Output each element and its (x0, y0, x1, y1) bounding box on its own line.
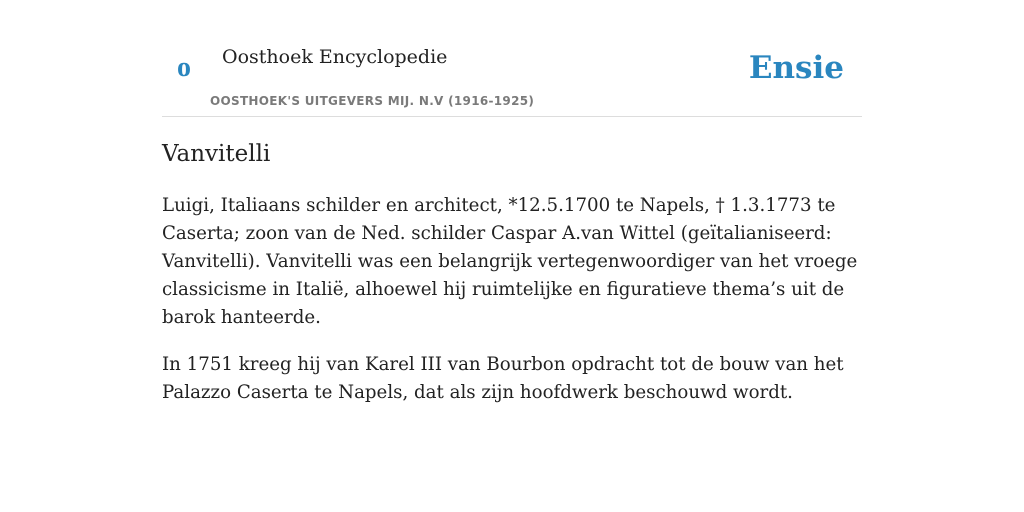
entry-title: Vanvitelli (162, 141, 271, 167)
source-logo-icon[interactable]: o (177, 52, 191, 83)
entry-paragraph: In 1751 kreeg hij van Karel III van Bourbon opdracht tot de bouw van het Palazzo Caserta te Napels, dat als zijn hoofdwerk beschouwd wordt. (162, 354, 844, 403)
ensie-logo-link[interactable]: Ensie (748, 50, 844, 86)
source-header (162, 0, 862, 117)
page (162, 0, 862, 407)
source-title-link[interactable]: Oosthoek Encyclopedie (222, 46, 448, 68)
source-subtitle: OOSTHOEK'S UITGEVERS MIJ. N.V (1916-1925) (210, 94, 535, 108)
entry-paragraph: Luigi, Italiaans schilder en architect, *12.5.1700 te Napels, † 1.3.1773 te Caserta; zoon van de Ned. schilder Caspar A.van Wittel (geïtalianiseerd: Vanvitelli). Vanvitelli was een belangrijk vertegenwoordiger van het vroege classicisme in Italië, alhoewel hij ruimtelijke en figuratieve thema’s uit de barok hanteerde. (162, 195, 858, 328)
